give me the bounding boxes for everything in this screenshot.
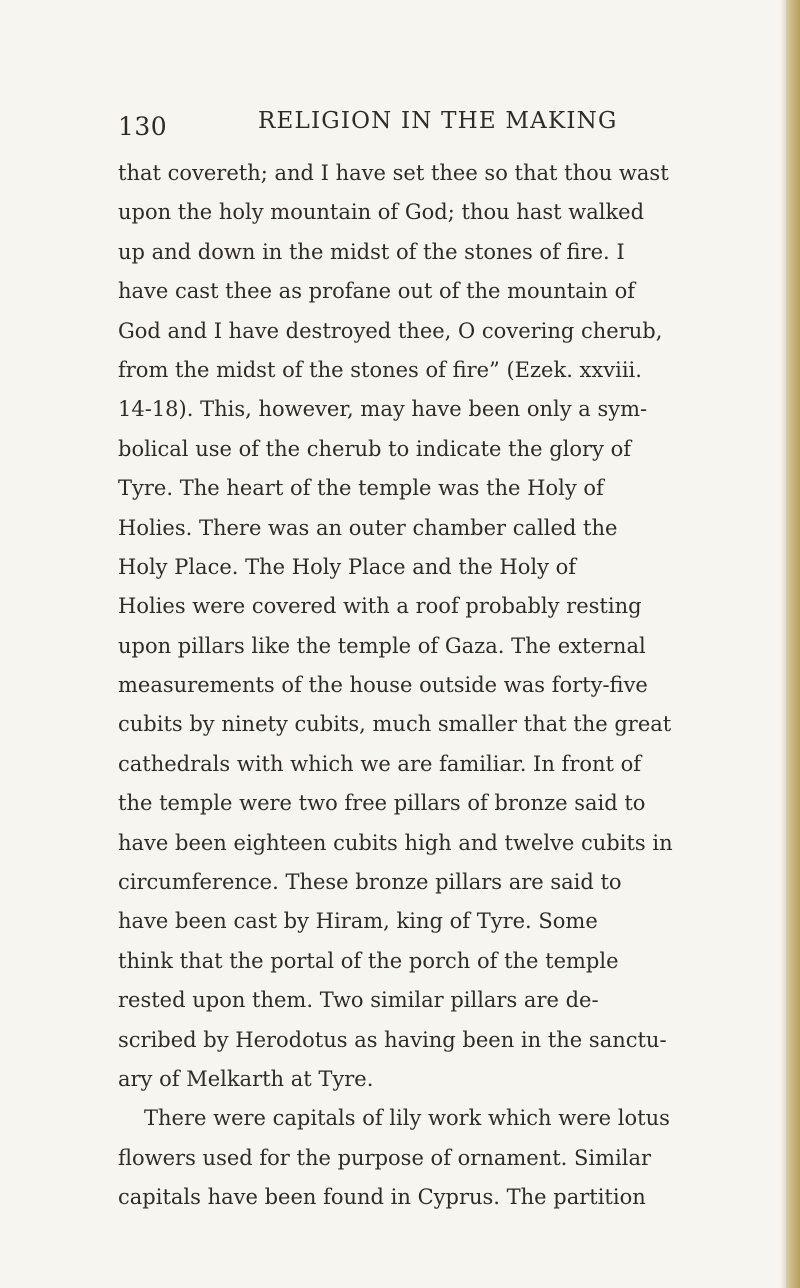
paragraph-start-line: There were capitals of lily work which were lotus bbox=[144, 1106, 670, 1131]
text-line: upon pillars like the temple of Gaza. The external bbox=[118, 633, 646, 658]
text-line: up and down in the midst of the stones of fire. I bbox=[118, 239, 625, 264]
text-line: cathedrals with which we are familiar. In front of bbox=[118, 751, 642, 776]
running-head: RELIGION IN THE MAKING bbox=[258, 108, 618, 134]
page-header bbox=[118, 108, 738, 148]
text-line: from the midst of the stones of fire” (Ezek. xxviii. bbox=[118, 357, 642, 382]
text-line: Holies. There was an outer chamber called the bbox=[118, 515, 618, 540]
text-line: scribed by Herodotus as having been in the sanctu- bbox=[118, 1027, 667, 1052]
text-line: Holy Place. The Holy Place and the Holy of bbox=[118, 554, 577, 579]
page-edge bbox=[786, 0, 800, 1288]
body-text bbox=[118, 154, 778, 1218]
text-line: cubits by ninety cubits, much smaller that the great bbox=[118, 712, 672, 737]
page-number: 130 bbox=[118, 112, 168, 141]
text-line: upon the holy mountain of God; thou hast walked bbox=[118, 200, 645, 225]
text-line: have cast thee as profane out of the mountain of bbox=[118, 279, 636, 304]
text-line: Tyre. The heart of the temple was the Holy of bbox=[118, 476, 604, 501]
text-line: think that the portal of the porch of the temple bbox=[118, 948, 619, 973]
text-line: 14-18). This, however, may have been only a sym- bbox=[118, 397, 648, 422]
text-line: God and I have destroyed thee, O covering cherub, bbox=[118, 318, 663, 343]
text-line: flowers used for the purpose of ornament. Similar bbox=[118, 1145, 652, 1170]
text-line: capitals have been found in Cyprus. The partition bbox=[118, 1185, 646, 1210]
text-line: Holies were covered with a roof probably resting bbox=[118, 594, 642, 619]
text-line: ary of Melkarth at Tyre. bbox=[118, 1066, 374, 1091]
text-line: rested upon them. Two similar pillars are de- bbox=[118, 988, 599, 1013]
text-line: have been cast by Hiram, king of Tyre. Some bbox=[118, 909, 598, 934]
text-line: measurements of the house outside was forty-five bbox=[118, 673, 648, 698]
text-line: the temple were two free pillars of bronze said to bbox=[118, 791, 646, 816]
text-line: bolical use of the cherub to indicate the glory of bbox=[118, 436, 631, 461]
text-line: have been eighteen cubits high and twelve cubits in bbox=[118, 830, 673, 855]
text-line: that covereth; and I have set thee so that thou wast bbox=[118, 161, 669, 185]
text-line: circumference. These bronze pillars are said to bbox=[118, 870, 622, 895]
